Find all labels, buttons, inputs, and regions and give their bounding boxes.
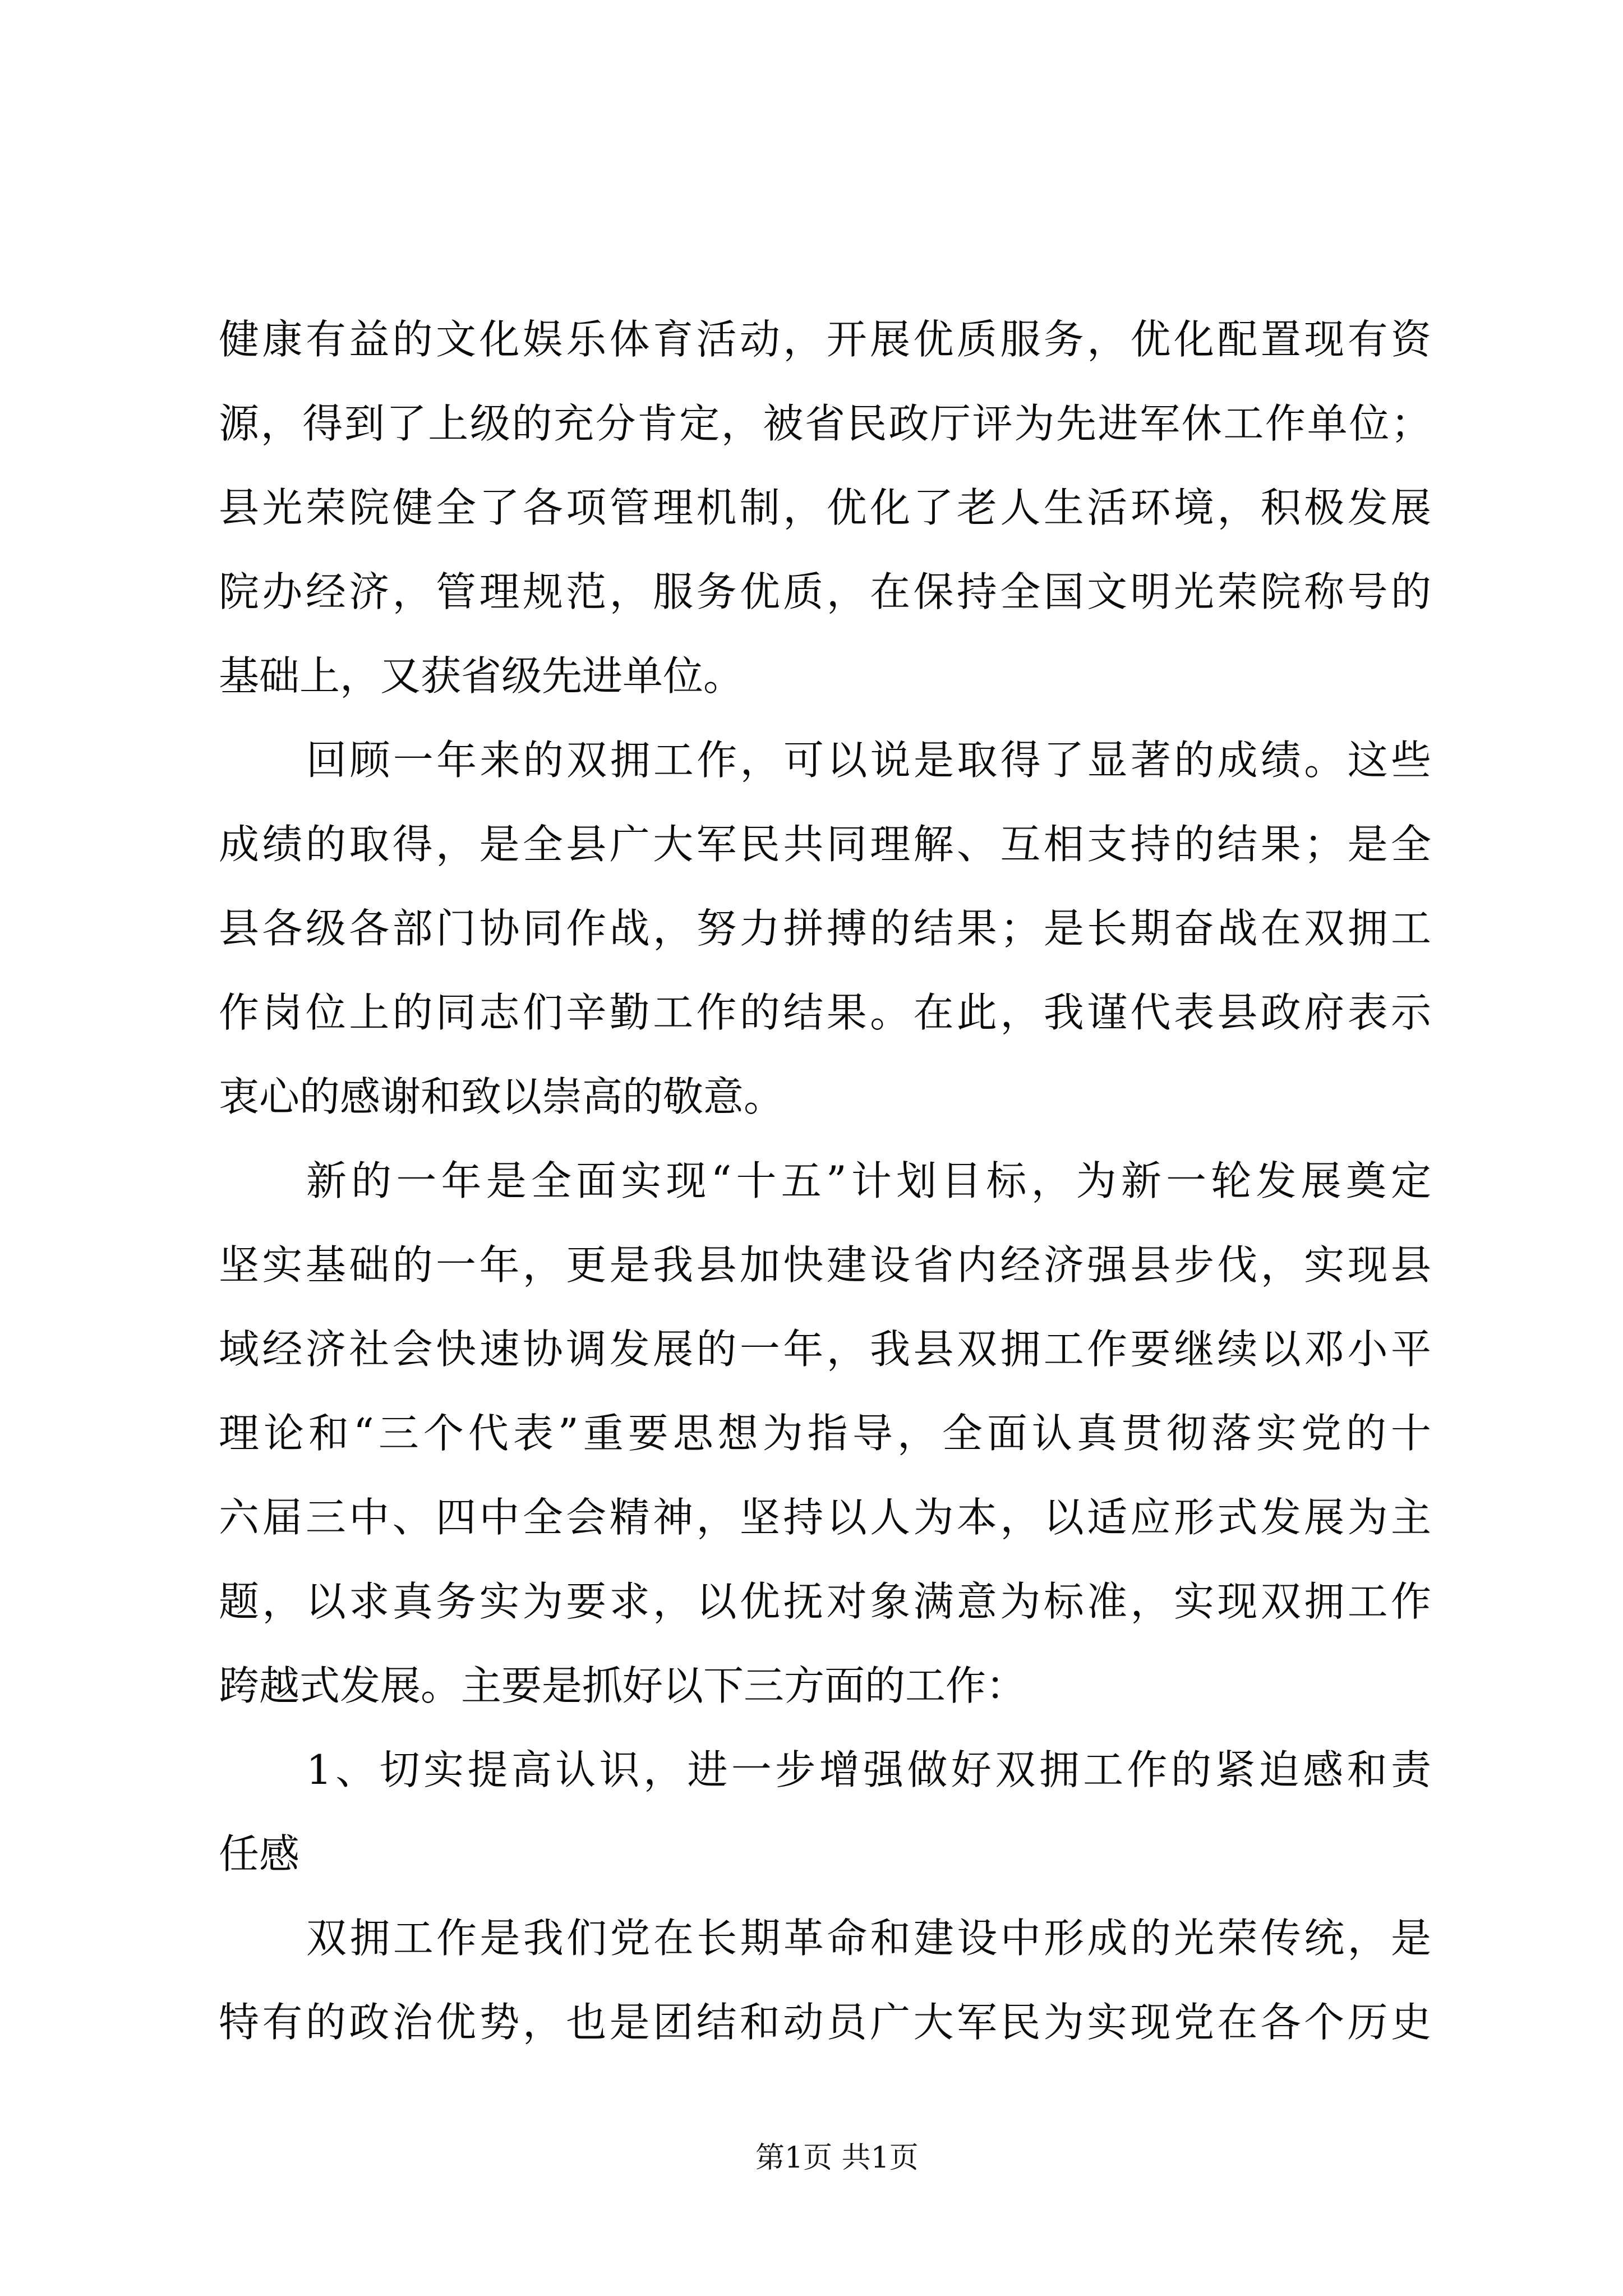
text-line: 理论和“三个代表”重要思想为指导，全面认真贯彻落实党的十 [219,1410,1431,1457]
text-line: 域经济社会快速协调发展的一年，我县双拥工作要继续以邓小平 [219,1326,1431,1373]
text-line: 1、切实提高认识，进一步增强做好双拥工作的紧迫感和责 [306,1746,1431,1793]
paragraph [219,718,1431,1139]
paragraph [219,1139,1431,1728]
body-text [219,297,1431,2064]
text-line: 县光荣院健全了各项管理机制，优化了老人生活环境，积极发展 [219,484,1431,531]
text-line: 回顾一年来的双拥工作，可以说是取得了显著的成绩。这些 [306,737,1431,784]
text-line: 任感 [219,1830,300,1878]
section-heading [219,1728,1431,1896]
page-number-footer: 第1页 共1页 [755,2141,919,2175]
text-line: 题，以求真务实为要求，以优抚对象满意为标准，实现双拥工作 [219,1578,1431,1625]
text-line: 衷心的感谢和致以崇高的敬意。 [219,1073,785,1120]
text-line: 特有的政治优势，也是团结和动员广大军民为实现党在各个历史 [219,1999,1431,2046]
text-line: 县各级各部门协同作战，努力拼搏的结果；是长期奋战在双拥工 [219,905,1431,952]
paragraph [219,297,1431,718]
text-line: 源，得到了上级的充分肯定，被省民政厅评为先进军休工作单位； [219,400,1431,447]
text-line: 成绩的取得，是全县广大军民共同理解、互相支持的结果；是全 [219,821,1431,868]
text-line: 新的一年是全面实现“十五”计划目标，为新一轮发展奠定 [306,1157,1431,1204]
text-line: 跨越式发展。主要是抓好以下三方面的工作： [219,1662,1027,1709]
text-line: 六届三中、四中全会精神，坚持以人为本，以适应形式发展为主 [219,1494,1431,1541]
text-line: 坚实基础的一年，更是我县加快建设省内经济强县步伐，实现县 [219,1241,1431,1289]
text-line: 健康有益的文化娱乐体育活动，开展优质服务，优化配置现有资 [219,316,1431,363]
paragraph [219,1896,1431,2064]
text-line: 基础上，又获省级先进单位。 [219,652,744,700]
text-line: 作岗位上的同志们辛勤工作的结果。在此，我谨代表县政府表示 [219,989,1431,1036]
text-line: 双拥工作是我们党在长期革命和建设中形成的光荣传统，是 [306,1915,1431,1962]
text-line: 院办经济，管理规范，服务优质，在保持全国文明光荣院称号的 [219,568,1431,615]
